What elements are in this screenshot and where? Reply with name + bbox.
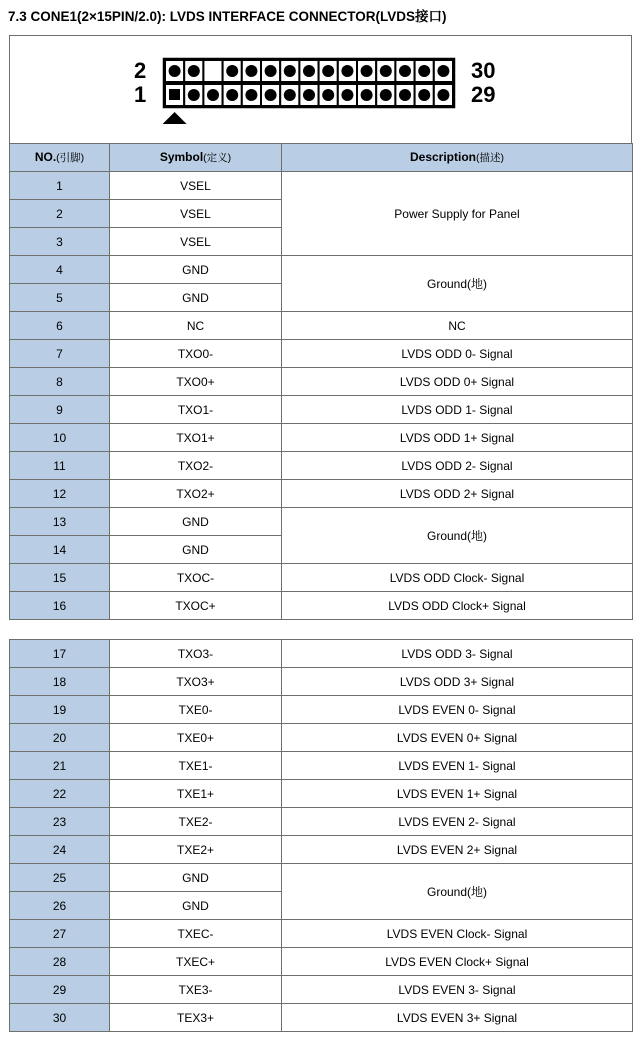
- pin-description: LVDS EVEN 0- Signal: [282, 696, 633, 724]
- pin-dot: [380, 89, 392, 101]
- pin-description: LVDS ODD 1+ Signal: [282, 424, 633, 452]
- table-row: [10, 668, 633, 696]
- pin-number: 26: [10, 892, 110, 920]
- table-row: [10, 640, 633, 668]
- pin1-square: [169, 89, 180, 100]
- pin-symbol: TXE2+: [110, 836, 282, 864]
- header-description-cn: (描述): [476, 152, 504, 164]
- pin-description: Ground(地): [282, 256, 633, 312]
- pin-dot: [437, 65, 449, 77]
- pin-number: 6: [10, 312, 110, 340]
- pin-number: 5: [10, 284, 110, 312]
- pin-number: 10: [10, 424, 110, 452]
- pin-number: 7: [10, 340, 110, 368]
- connector-pinout-graphic: [10, 36, 631, 143]
- pin-dot: [437, 89, 449, 101]
- table-row: [10, 396, 633, 424]
- pin-dot: [207, 89, 219, 101]
- pin-symbol: TXOC-: [110, 564, 282, 592]
- table-row: [10, 312, 633, 340]
- pin-symbol: TXE0-: [110, 696, 282, 724]
- pin-dot: [418, 89, 430, 101]
- table-row: [10, 592, 633, 620]
- pin-symbol: GND: [110, 256, 282, 284]
- header-no-cn: (引脚): [56, 152, 85, 164]
- pin-symbol: TXO0+: [110, 368, 282, 396]
- connector-label-pin1: 1: [134, 82, 147, 107]
- pin-description: LVDS ODD 3+ Signal: [282, 668, 633, 696]
- pin-number: 23: [10, 808, 110, 836]
- pin-description: LVDS EVEN Clock- Signal: [282, 920, 633, 948]
- pin-description: LVDS EVEN 2- Signal: [282, 808, 633, 836]
- pin-symbol: VSEL: [110, 228, 282, 256]
- pin-symbol: TXO0-: [110, 340, 282, 368]
- pin-symbol: TXE1-: [110, 752, 282, 780]
- table-row: [10, 780, 633, 808]
- pin-number: 27: [10, 920, 110, 948]
- pin-cell-top: [203, 60, 222, 82]
- connector-label-pin30: 30: [471, 58, 496, 83]
- pin-dot: [284, 89, 296, 101]
- pin-number: 4: [10, 256, 110, 284]
- connector-diagram: [9, 35, 632, 143]
- pin-symbol: GND: [110, 284, 282, 312]
- pin-number: 9: [10, 396, 110, 424]
- pin-symbol: NC: [110, 312, 282, 340]
- pin-description: LVDS EVEN 1+ Signal: [282, 780, 633, 808]
- header-no-label: NO.: [34, 150, 57, 164]
- pin-number: 21: [10, 752, 110, 780]
- pin-number: 25: [10, 864, 110, 892]
- pin-dot: [169, 65, 181, 77]
- pin-dot: [341, 65, 353, 77]
- pin-description: Power Supply for Panel: [282, 172, 633, 256]
- pin-symbol: GND: [110, 508, 282, 536]
- connector-label-pin29: 29: [471, 82, 496, 107]
- pin-number: 11: [10, 452, 110, 480]
- table-row: [10, 340, 633, 368]
- table-row: [10, 1004, 633, 1032]
- header-symbol-cn: (定义): [203, 152, 232, 164]
- pin-number: 30: [10, 1004, 110, 1032]
- pin-dot: [341, 89, 353, 101]
- pin-dot: [399, 89, 411, 101]
- pin-dot: [226, 89, 238, 101]
- pin-description: NC: [282, 312, 633, 340]
- pin-description: LVDS ODD 2- Signal: [282, 452, 633, 480]
- pin-symbol: GND: [110, 536, 282, 564]
- table-row: [10, 724, 633, 752]
- table-row: [10, 508, 633, 536]
- pin-symbol: TXO1+: [110, 424, 282, 452]
- pin-number: 24: [10, 836, 110, 864]
- pin-symbol: TXEC-: [110, 920, 282, 948]
- pin-number: 3: [10, 228, 110, 256]
- pin-dot: [399, 65, 411, 77]
- pin-dot: [265, 65, 277, 77]
- table-row: [10, 836, 633, 864]
- pin-dot: [188, 89, 200, 101]
- pin-description: LVDS EVEN 3+ Signal: [282, 1004, 633, 1032]
- pin-symbol: TXEC+: [110, 948, 282, 976]
- pin-symbol: TEX3+: [110, 1004, 282, 1032]
- pin-symbol: TXE3-: [110, 976, 282, 1004]
- pin-symbol: TXO2+: [110, 480, 282, 508]
- header-description-label: Description: [409, 150, 476, 164]
- pin-description: LVDS EVEN 2+ Signal: [282, 836, 633, 864]
- pin-dot: [265, 89, 277, 101]
- pin-dot: [303, 89, 315, 101]
- table-row: [10, 696, 633, 724]
- pin-symbol: GND: [110, 892, 282, 920]
- table-row: [10, 752, 633, 780]
- pin-description: LVDS EVEN 0+ Signal: [282, 724, 633, 752]
- pin-symbol: TXO2-: [110, 452, 282, 480]
- pin-dot: [361, 89, 373, 101]
- pin-symbol: TXE1+: [110, 780, 282, 808]
- pin-number: 18: [10, 668, 110, 696]
- table-row: [10, 948, 633, 976]
- table-row: [10, 920, 633, 948]
- pin-number: 29: [10, 976, 110, 1004]
- pin-description: LVDS ODD 3- Signal: [282, 640, 633, 668]
- pin-number: 2: [10, 200, 110, 228]
- pin-symbol: TXE0+: [110, 724, 282, 752]
- table-row: [10, 564, 633, 592]
- connector-label-pin2: 2: [134, 58, 147, 83]
- pin-description: LVDS EVEN 3- Signal: [282, 976, 633, 1004]
- header-no: [10, 144, 110, 172]
- pin-number: 13: [10, 508, 110, 536]
- pin-number: 22: [10, 780, 110, 808]
- section-title: 7.3 CONE1(2×15PIN/2.0): LVDS INTERFACE CONNECTOR(LVDS接口): [8, 9, 447, 24]
- pin-dot: [418, 65, 430, 77]
- pin-description: LVDS ODD Clock- Signal: [282, 564, 633, 592]
- pin1-triangle-marker: [163, 112, 187, 124]
- pin-description: Ground(地): [282, 508, 633, 564]
- pin-dot: [361, 65, 373, 77]
- table-row: [10, 480, 633, 508]
- pin-description: LVDS EVEN Clock+ Signal: [282, 948, 633, 976]
- pin-dot: [322, 65, 334, 77]
- pin-number: 15: [10, 564, 110, 592]
- pin-dot: [245, 65, 257, 77]
- pin-number: 14: [10, 536, 110, 564]
- pin-dot: [380, 65, 392, 77]
- table-row: [10, 172, 633, 200]
- pin-dot: [284, 65, 296, 77]
- table-row: [10, 864, 633, 892]
- header-symbol: [110, 144, 282, 172]
- pin-description: LVDS ODD 2+ Signal: [282, 480, 633, 508]
- pin-number: 20: [10, 724, 110, 752]
- pin-description: LVDS ODD 0- Signal: [282, 340, 633, 368]
- pin-dot: [188, 65, 200, 77]
- pin-dot: [245, 89, 257, 101]
- pin-description: Ground(地): [282, 864, 633, 920]
- pin-description: LVDS ODD 0+ Signal: [282, 368, 633, 396]
- pinout-table-part1: [9, 143, 633, 620]
- header-description: [282, 144, 633, 172]
- pin-number: 17: [10, 640, 110, 668]
- pin-symbol: VSEL: [110, 172, 282, 200]
- table-row: [10, 424, 633, 452]
- pin-number: 12: [10, 480, 110, 508]
- pin-number: 28: [10, 948, 110, 976]
- table-row: [10, 452, 633, 480]
- pin-number: 19: [10, 696, 110, 724]
- pin-dot: [303, 65, 315, 77]
- pin-description: LVDS EVEN 1- Signal: [282, 752, 633, 780]
- pin-symbol: TXO1-: [110, 396, 282, 424]
- pin-number: 1: [10, 172, 110, 200]
- pin-description: LVDS ODD Clock+ Signal: [282, 592, 633, 620]
- table-row: [10, 976, 633, 1004]
- pin-number: 8: [10, 368, 110, 396]
- pin-symbol: TXE2-: [110, 808, 282, 836]
- pin-number: 16: [10, 592, 110, 620]
- pin-description: LVDS ODD 1- Signal: [282, 396, 633, 424]
- pinout-table-part2: [9, 639, 633, 1032]
- pin-dot: [226, 65, 238, 77]
- pin-symbol: VSEL: [110, 200, 282, 228]
- pin-symbol: TXOC+: [110, 592, 282, 620]
- pin-dot: [322, 89, 334, 101]
- pin-symbol: GND: [110, 864, 282, 892]
- pin-symbol: TXO3+: [110, 668, 282, 696]
- pin-symbol: TXO3-: [110, 640, 282, 668]
- header-symbol-label: Symbol: [159, 150, 204, 164]
- table-row: [10, 808, 633, 836]
- table-header-row: [10, 144, 633, 172]
- table-row: [10, 368, 633, 396]
- table-row: [10, 256, 633, 284]
